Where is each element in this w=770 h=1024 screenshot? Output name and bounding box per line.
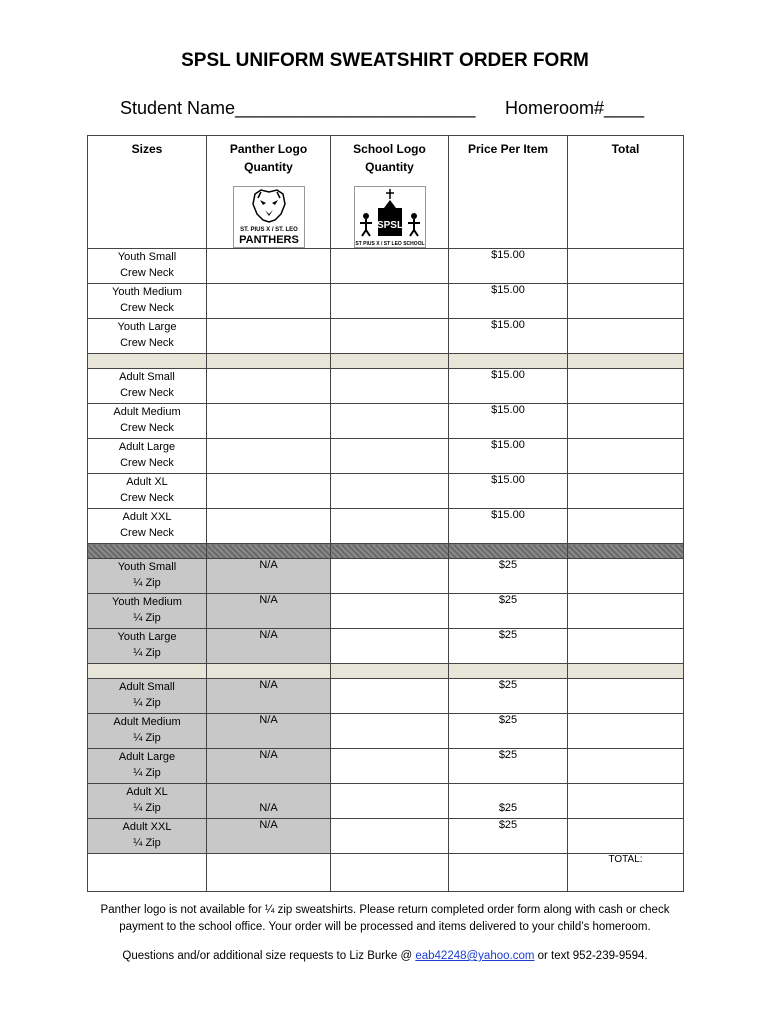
table-row [88, 714, 684, 749]
style-label: ¼ Zip [133, 612, 161, 624]
form-title: SPSL UNIFORM SWEATSHIRT ORDER FORM [181, 50, 589, 71]
footer-note [0, 902, 770, 936]
panther-na-cell: N/A [207, 679, 331, 714]
style-label: Crew Neck [120, 457, 174, 469]
school-qty-cell[interactable] [331, 594, 449, 629]
total-cell[interactable] [568, 594, 684, 629]
header-row [88, 136, 684, 249]
price-cell: $15.00 [449, 474, 568, 509]
size-label: Adult Large [118, 751, 176, 763]
school-qty-cell[interactable] [331, 629, 449, 664]
table-row [88, 679, 684, 714]
svg-text:ST. PIUS X / ST. LEO: ST. PIUS X / ST. LEO [239, 227, 298, 233]
svg-text:SPSL: SPSL [376, 220, 403, 231]
total-cell[interactable] [568, 679, 684, 714]
total-cell[interactable] [568, 319, 684, 354]
total-row [88, 854, 684, 892]
empty-cell [207, 854, 331, 892]
style-label: ¼ Zip [133, 767, 161, 779]
size-cell [88, 679, 207, 714]
price-cell: $15.00 [449, 369, 568, 404]
school-qty-cell[interactable] [331, 284, 449, 319]
size-label: Adult XL [126, 786, 168, 798]
panther-qty-cell[interactable] [207, 439, 331, 474]
style-label: ¼ Zip [133, 802, 161, 814]
header-total [568, 136, 684, 249]
style-label: Crew Neck [120, 492, 174, 504]
header-price-label: Price Per Item [467, 142, 549, 156]
total-cell[interactable] [568, 819, 684, 854]
price-cell: $25 [449, 749, 568, 784]
size-label: Youth Small [117, 251, 177, 263]
panther-na-cell: N/A [207, 594, 331, 629]
school-qty-cell[interactable] [331, 509, 449, 544]
empty-cell [331, 854, 449, 892]
panther-qty-cell[interactable] [207, 249, 331, 284]
table-row [88, 249, 684, 284]
panther-na-cell: N/A [207, 819, 331, 854]
footer-note-line2: payment to the school office. Your order will be processed and items delivered to your child’s homeroom. [119, 921, 651, 933]
size-label: Adult Small [119, 371, 175, 383]
header-school-logo [331, 136, 449, 249]
price-cell: $15.00 [449, 319, 568, 354]
total-cell[interactable] [568, 404, 684, 439]
section-separator [88, 544, 684, 559]
header-panther-qty-label: Quantity [244, 160, 293, 174]
size-label: Youth Large [117, 321, 177, 333]
price-cell: $25 [449, 819, 568, 854]
price-cell: $25 [449, 714, 568, 749]
table-row [88, 404, 684, 439]
style-label: Crew Neck [120, 422, 174, 434]
student-name-line: Student Name________________________ [120, 98, 476, 118]
size-cell [88, 594, 207, 629]
total-label: TOTAL: [608, 854, 643, 865]
panther-na-cell: N/A [207, 749, 331, 784]
total-cell[interactable] [568, 559, 684, 594]
size-cell [88, 819, 207, 854]
size-label: Adult Medium [113, 406, 181, 418]
size-cell [88, 714, 207, 749]
size-cell [88, 629, 207, 664]
style-label: ¼ Zip [133, 577, 161, 589]
total-cell[interactable] [568, 714, 684, 749]
size-label: Youth Medium [112, 286, 182, 298]
style-label: ¼ Zip [133, 837, 161, 849]
size-cell [88, 749, 207, 784]
size-label: Youth Small [117, 561, 177, 573]
style-label: ¼ Zip [133, 647, 161, 659]
email-link[interactable]: eab42248@yahoo.com [415, 950, 535, 962]
size-cell [88, 319, 207, 354]
empty-cell [449, 854, 568, 892]
panther-qty-cell[interactable] [207, 509, 331, 544]
table-row [88, 594, 684, 629]
school-qty-cell[interactable] [331, 474, 449, 509]
style-label: Crew Neck [120, 337, 174, 349]
school-qty-cell[interactable] [331, 559, 449, 594]
panther-qty-cell[interactable] [207, 369, 331, 404]
table-row [88, 559, 684, 594]
price-cell: $15.00 [449, 509, 568, 544]
header-total-label: Total [611, 142, 640, 156]
school-qty-cell[interactable] [331, 404, 449, 439]
style-label: Crew Neck [120, 302, 174, 314]
panther-na-cell: N/A [207, 784, 331, 819]
size-label: Adult Large [118, 441, 176, 453]
school-qty-cell[interactable] [331, 749, 449, 784]
panther-na-cell: N/A [207, 559, 331, 594]
price-cell: $25 [449, 629, 568, 664]
empty-cell [88, 854, 207, 892]
table-row [88, 509, 684, 544]
table-row [88, 319, 684, 354]
price-cell: $15.00 [449, 284, 568, 319]
total-cell[interactable] [568, 629, 684, 664]
header-school-label: School Logo [353, 142, 426, 156]
header-panther-logo [207, 136, 331, 249]
size-label: Adult XXL [122, 511, 172, 523]
panther-qty-cell[interactable] [207, 284, 331, 319]
table-row [88, 629, 684, 664]
size-cell [88, 474, 207, 509]
panther-qty-cell[interactable] [207, 474, 331, 509]
header-sizes-label: Sizes [131, 142, 163, 156]
header-price [449, 136, 568, 249]
contact-suffix: or text 952-239-9594. [534, 950, 648, 962]
header-panther-label: Panther Logo [229, 142, 308, 156]
header-school-qty-label: Quantity [365, 160, 414, 174]
school-qty-cell[interactable] [331, 439, 449, 474]
style-label: Crew Neck [120, 267, 174, 279]
panther-logo-icon [233, 186, 305, 248]
table-row [88, 784, 684, 819]
section-separator [88, 354, 684, 369]
size-cell [88, 439, 207, 474]
school-qty-cell[interactable] [331, 784, 449, 819]
style-label: ¼ Zip [133, 732, 161, 744]
section-separator [88, 664, 684, 679]
footer-note-line1: Panther logo is not available for ¼ zip sweatshirts. Please return completed order form along with cash or check [100, 904, 670, 916]
price-cell: $15.00 [449, 249, 568, 284]
school-qty-cell[interactable] [331, 679, 449, 714]
style-label: ¼ Zip [133, 697, 161, 709]
school-qty-cell[interactable] [331, 714, 449, 749]
school-logo-icon [354, 186, 426, 248]
price-cell: $15.00 [449, 404, 568, 439]
size-label: Adult Medium [113, 716, 181, 728]
table-row [88, 284, 684, 319]
school-qty-cell[interactable] [331, 319, 449, 354]
school-qty-cell[interactable] [331, 369, 449, 404]
size-cell [88, 369, 207, 404]
grand-total-cell[interactable] [568, 854, 684, 892]
size-cell [88, 509, 207, 544]
size-label: Youth Medium [112, 596, 182, 608]
style-label: Crew Neck [120, 387, 174, 399]
price-cell: $25 [449, 594, 568, 629]
price-cell: $15.00 [449, 439, 568, 474]
size-label: Adult XL [126, 476, 168, 488]
school-qty-cell[interactable] [331, 249, 449, 284]
size-cell [88, 559, 207, 594]
total-cell[interactable] [568, 509, 684, 544]
header-sizes [88, 136, 207, 249]
table-row [88, 819, 684, 854]
order-table [87, 135, 684, 892]
price-cell: $25 [449, 679, 568, 714]
total-cell[interactable] [568, 439, 684, 474]
table-row [88, 439, 684, 474]
size-cell [88, 284, 207, 319]
size-label: Youth Large [117, 631, 177, 643]
price-cell: $25 [449, 784, 568, 819]
price-cell: $25 [449, 559, 568, 594]
svg-text:ST PIUS X / ST LEO SCHOOL: ST PIUS X / ST LEO SCHOOL [354, 241, 425, 247]
panther-na-cell: N/A [207, 714, 331, 749]
total-cell[interactable] [568, 474, 684, 509]
contact-line [0, 950, 770, 962]
school-qty-cell[interactable] [331, 819, 449, 854]
total-cell[interactable] [568, 284, 684, 319]
size-cell [88, 784, 207, 819]
panther-na-cell: N/A [207, 629, 331, 664]
total-cell[interactable] [568, 369, 684, 404]
table-row [88, 474, 684, 509]
total-cell[interactable] [568, 249, 684, 284]
panther-qty-cell[interactable] [207, 404, 331, 439]
total-cell[interactable] [568, 749, 684, 784]
style-label: Crew Neck [120, 527, 174, 539]
table-row [88, 749, 684, 784]
size-cell [88, 249, 207, 284]
total-cell[interactable] [568, 784, 684, 819]
size-label: Adult XXL [122, 821, 172, 833]
homeroom-line: Homeroom#____ [505, 98, 645, 118]
contact-prefix: Questions and/or additional size requests to Liz Burke @ [122, 950, 416, 962]
size-cell [88, 404, 207, 439]
size-label: Adult Small [119, 681, 175, 693]
svg-text:PANTHERS: PANTHERS [238, 234, 299, 246]
panther-qty-cell[interactable] [207, 319, 331, 354]
table-row [88, 369, 684, 404]
